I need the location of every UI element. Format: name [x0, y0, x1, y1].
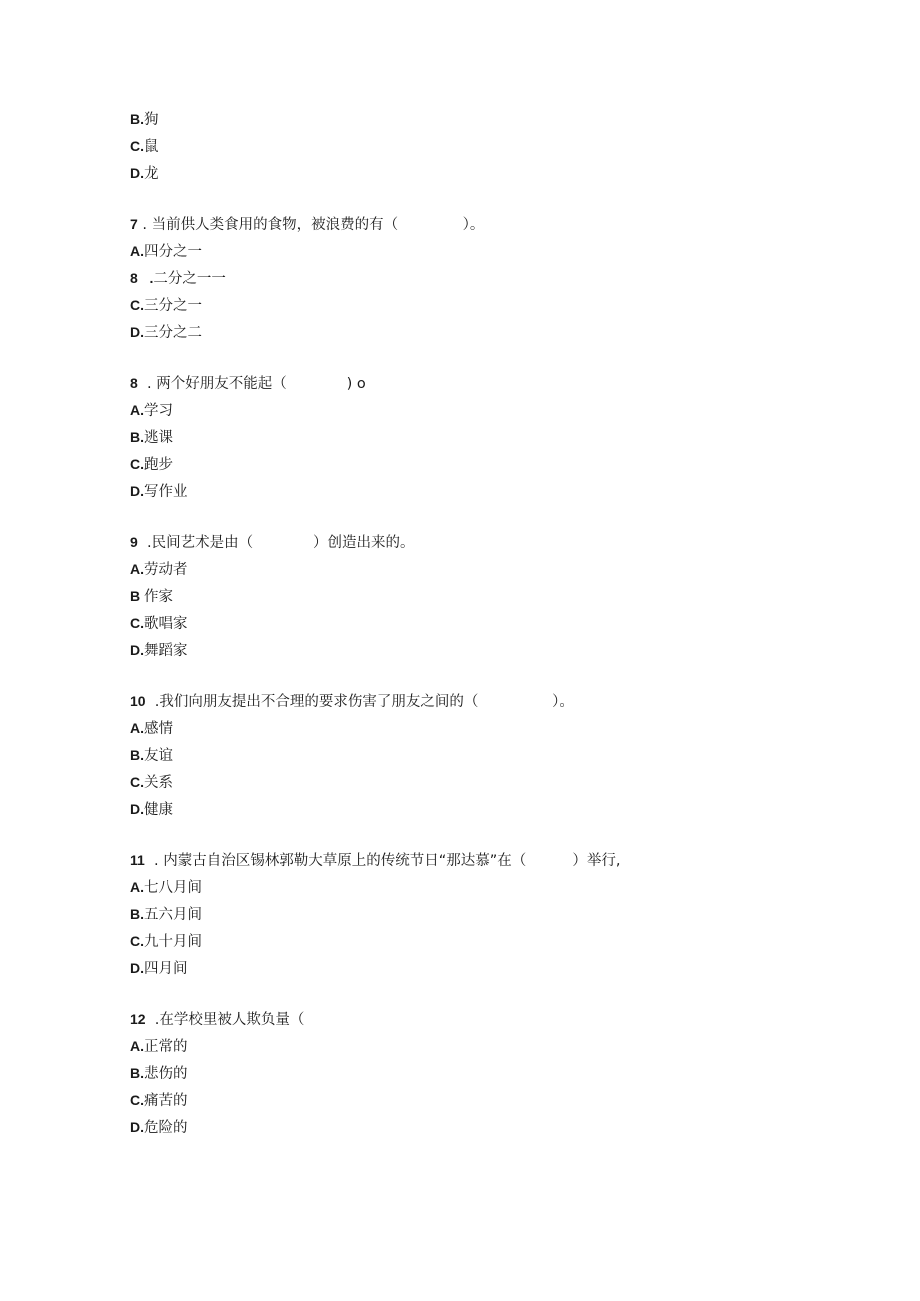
question-block-8	[130, 372, 830, 507]
option-b: 8 .二分之一一	[130, 270, 226, 287]
question-block-11	[130, 849, 830, 984]
question-text: 12 .在学校里被人欺负量（	[130, 1011, 305, 1028]
option-c: C.跑步	[130, 456, 173, 473]
option-a: A.正常的	[130, 1038, 188, 1055]
option-a: A.感情	[130, 720, 173, 737]
question-text: 11 . 内蒙古自治区锡林郭勒大草原上的传统节日“那达慕”在（ ）举行,	[130, 852, 621, 869]
question-block-10	[130, 690, 830, 825]
question-block-12	[130, 1008, 830, 1143]
option-b: B.逃课	[130, 429, 173, 446]
option-a: A.学习	[130, 402, 173, 419]
question-text: 9 .民间艺术是由（ ）创造出来的。	[130, 534, 415, 551]
option-c: C.关系	[130, 774, 173, 791]
question-text: 7 . 当前供人类食用的食物，被浪费的有（ ）。	[130, 216, 485, 233]
quiz-page	[130, 108, 830, 1143]
option-b: B.悲伤的	[130, 1065, 188, 1082]
option-d: D.龙	[130, 165, 159, 182]
question-block-7	[130, 213, 830, 348]
option-c: C.九十月间	[130, 933, 202, 950]
option-d: D.写作业	[130, 483, 188, 500]
option-d: D.危险的	[130, 1119, 188, 1136]
option-c: C.鼠	[130, 138, 159, 155]
option-a: A.四分之一	[130, 243, 202, 260]
option-b: B.狗	[130, 111, 159, 128]
question-text: 10 .我们向朋友提出不合理的要求伤害了朋友之间的（ ）。	[130, 693, 574, 710]
option-d: D.健康	[130, 801, 173, 818]
option-c: C.三分之一	[130, 297, 202, 314]
option-d: D.三分之二	[130, 324, 202, 341]
option-b: B 作家	[130, 588, 173, 605]
option-b: B.五六月间	[130, 906, 202, 923]
option-b: B.友谊	[130, 747, 173, 764]
option-a: A.七八月间	[130, 879, 202, 896]
option-d: D.四月间	[130, 960, 188, 977]
option-c: C.痛苦的	[130, 1092, 188, 1109]
option-d: D.舞蹈家	[130, 642, 188, 659]
question-block-9	[130, 531, 830, 666]
question-block-6-continued	[130, 108, 830, 189]
option-c: C.歌唱家	[130, 615, 188, 632]
question-text: 8 . 两个好朋友不能起（ ) o	[130, 375, 366, 392]
option-a: A.劳动者	[130, 561, 188, 578]
